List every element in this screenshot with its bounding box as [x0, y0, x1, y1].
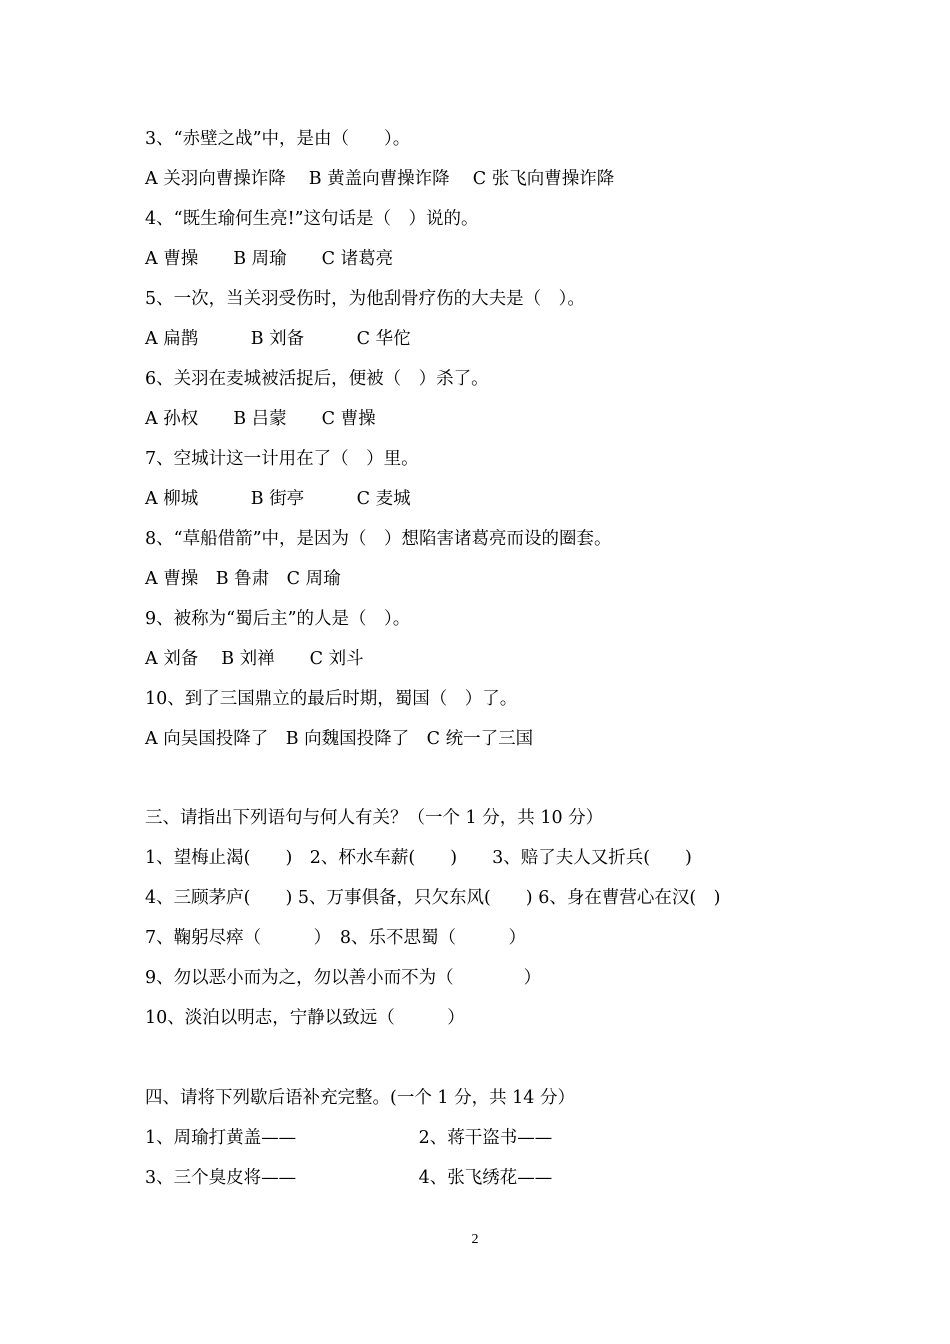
- section-3-line-1: 1、望梅止渴( ) 2、杯水车薪( ) 3、赔了夫人又折兵( ): [145, 848, 692, 868]
- question-8: 8、“草船借箭”中，是因为（ ）想陷害诸葛亮而设的圈套。: [145, 529, 612, 549]
- question-9: 9、被称为“蜀后主”的人是（ ）。: [145, 609, 411, 629]
- question-8-options: A 曹操 B 鲁肃 C 周瑜: [145, 569, 341, 589]
- question-6-options: A 孙权 B 吕蒙 C 曹操: [145, 409, 376, 429]
- question-3: 3、“赤壁之战”中，是由（ ）。: [145, 129, 411, 149]
- section-4-line-2: 3、三个臭皮将—— 4、张飞绣花——: [145, 1168, 553, 1188]
- question-9-options: A 刘备 B 刘禅 C 刘斗: [145, 649, 364, 669]
- question-5: 5、一次，当关羽受伤时，为他刮骨疗伤的大夫是（ ）。: [145, 289, 585, 309]
- section-4-line-1: 1、周瑜打黄盖—— 2、蒋干盗书——: [145, 1128, 553, 1148]
- section-4-heading: 四、请将下列歇后语补充完整。(一个 1 分，共 14 分）: [145, 1088, 575, 1108]
- section-3-line-3: 7、鞠躬尽瘁（ ） 8、乐不思蜀（ ）: [145, 928, 527, 948]
- question-4: 4、“既生瑜何生亮!”这句话是（ ）说的。: [145, 209, 479, 229]
- section-3-heading: 三、请指出下列语句与何人有关？（一个 1 分，共 10 分）: [145, 808, 604, 828]
- question-4-options: A 曹操 B 周瑜 C 诸葛亮: [145, 249, 394, 269]
- question-6: 6、关羽在麦城被活捉后，便被（ ）杀了。: [145, 369, 489, 389]
- page-number: 2: [471, 1232, 479, 1247]
- question-10: 10、到了三国鼎立的最后时期，蜀国（ ）了。: [145, 689, 518, 709]
- question-3-options: A 关羽向曹操诈降 B 黄盖向曹操诈降 C 张飞向曹操诈降: [145, 169, 615, 189]
- question-5-options: A 扁鹊 B 刘备 C 华佗: [145, 329, 411, 349]
- question-7-options: A 柳城 B 街亭 C 麦城: [145, 489, 411, 509]
- question-7: 7、空城计这一计用在了（ ）里。: [145, 449, 419, 469]
- section-3-line-5: 10、淡泊以明志，宁静以致远（ ）: [145, 1008, 465, 1028]
- section-3-line-4: 9、勿以恶小而为之，勿以善小而不为（ ）: [145, 968, 542, 988]
- question-10-options: A 向吴国投降了 B 向魏国投降了 C 统一了三国: [145, 729, 534, 749]
- section-3-line-2: 4、三顾茅庐( ) 5、万事俱备，只欠东风( ) 6、身在曹营心在汉( ): [145, 888, 721, 908]
